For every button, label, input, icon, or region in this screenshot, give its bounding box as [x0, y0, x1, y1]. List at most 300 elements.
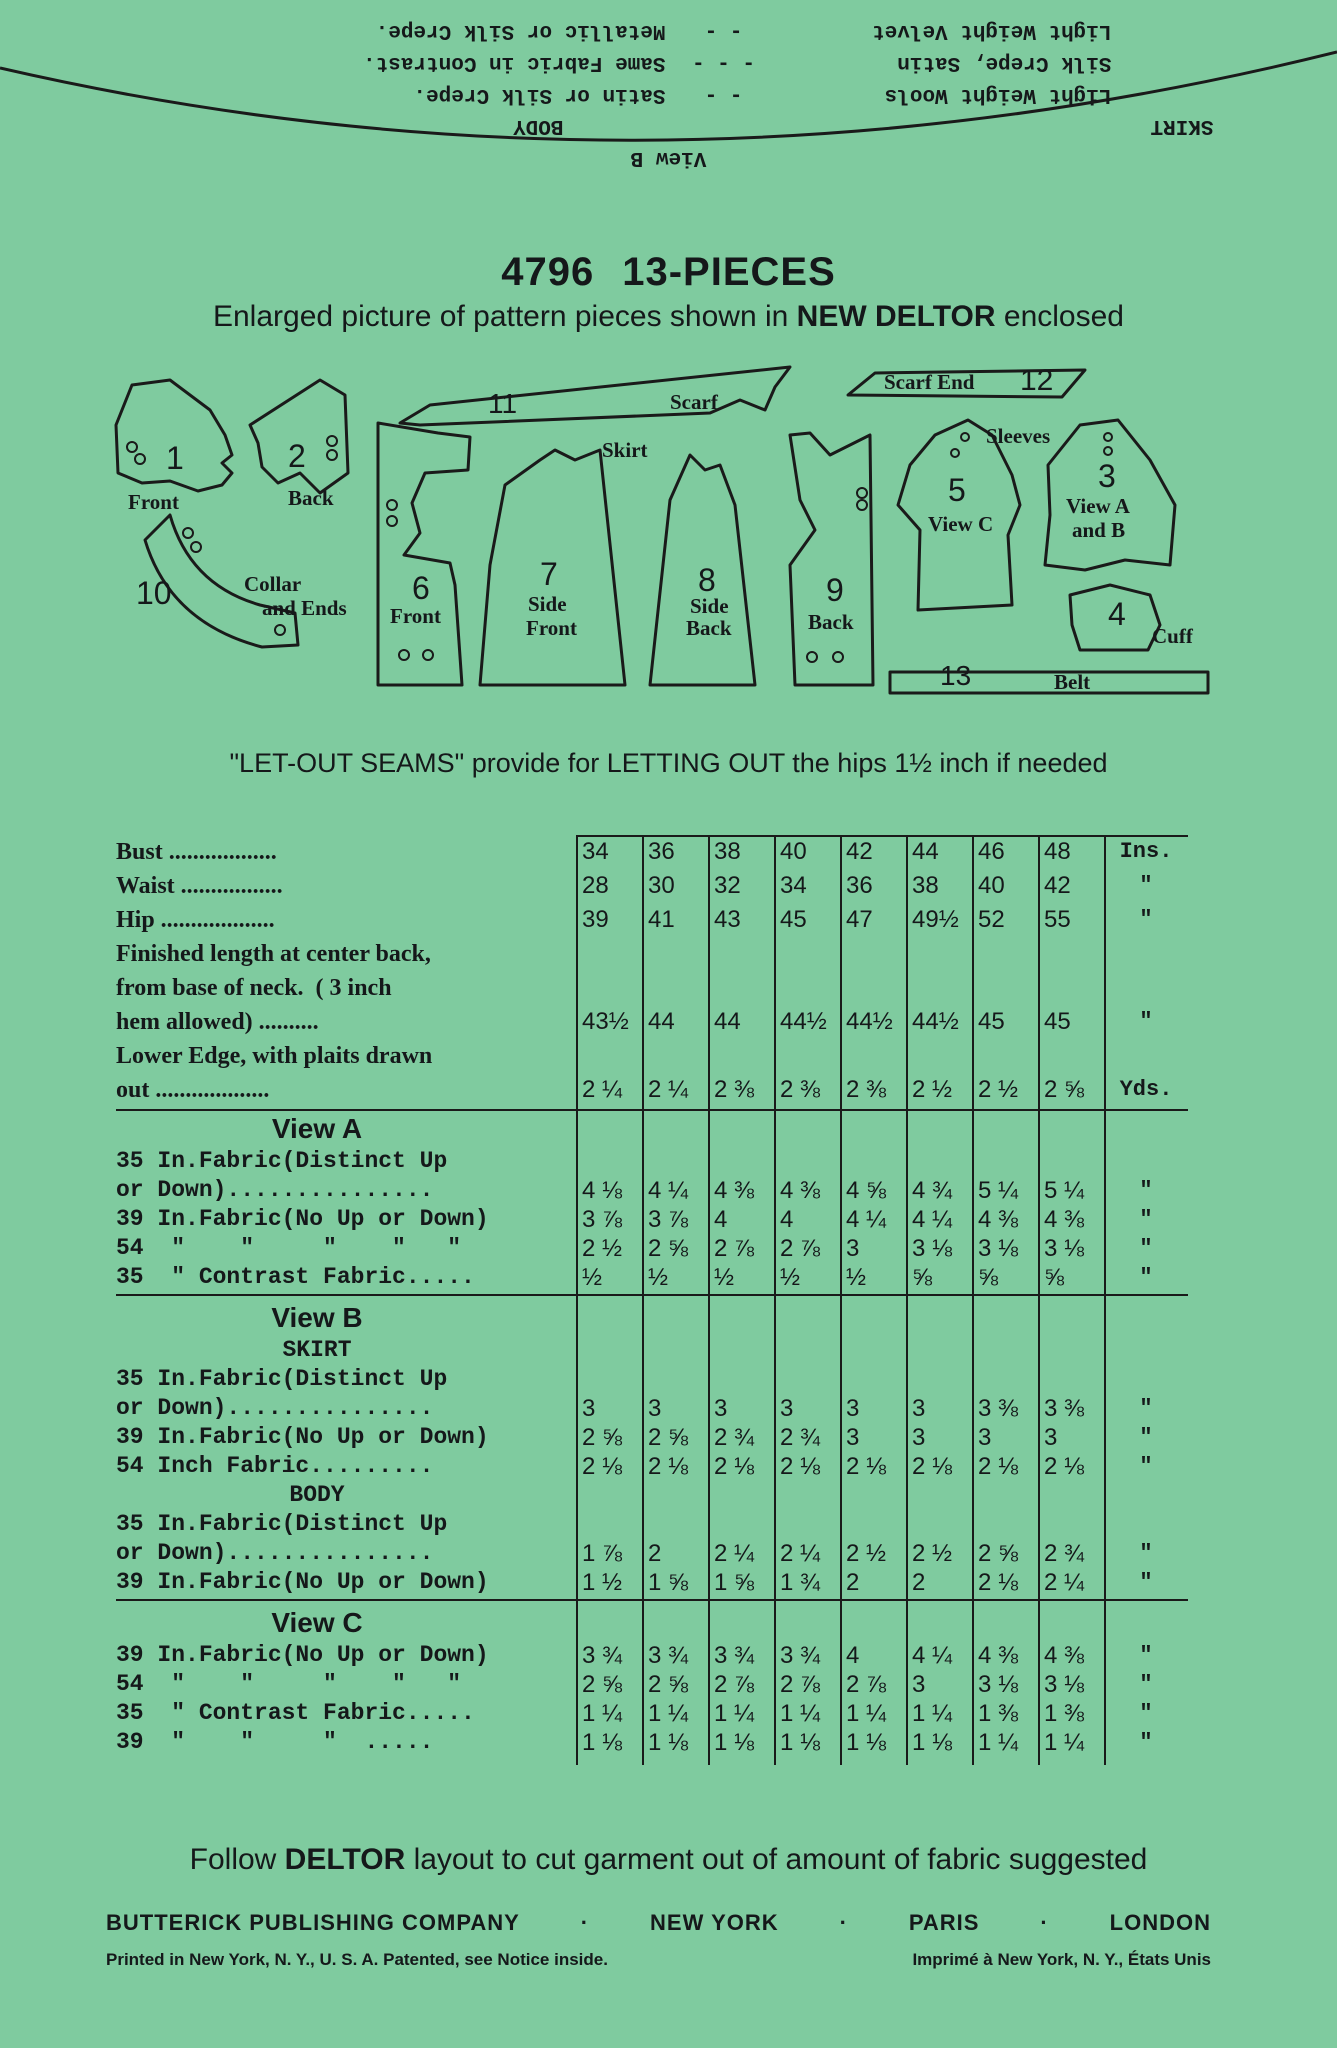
size-cell: 4 ¼: [912, 1642, 953, 1669]
size-cell: 2 ⅝: [582, 1424, 623, 1451]
size-cell: 3 ⅛: [1044, 1671, 1085, 1698]
unit-cell: ": [1139, 1701, 1153, 1726]
table-top-rule: [576, 835, 1188, 837]
size-cell: 2 ⅜: [846, 1076, 887, 1103]
size-cell: 4 ⅜: [1044, 1206, 1085, 1233]
piece-6-outline: [378, 423, 470, 685]
unit-cell: ": [1139, 1207, 1153, 1232]
size-cell: ⅝: [1044, 1264, 1065, 1291]
size-cell: 1 ¼: [714, 1700, 755, 1727]
size-cell: 2 ⅛: [912, 1453, 953, 1480]
size-cell: 3 ¾: [780, 1642, 821, 1669]
piece-7-label: Side: [528, 592, 567, 616]
column-rule: [576, 835, 578, 1765]
city-london: LONDON: [1109, 1910, 1211, 1935]
size-cell: 1 ⅝: [714, 1569, 755, 1596]
piece-1-number: 1: [166, 440, 184, 476]
table-row: [116, 971, 1216, 1005]
size-cell: 2 ⅛: [714, 1453, 755, 1480]
piece-9-outline: [790, 433, 873, 685]
unit-cell: ": [1139, 1643, 1153, 1668]
body-subheading: BODY: [289, 1482, 345, 1508]
size-cell: 3: [912, 1395, 926, 1422]
column-rule: [774, 835, 776, 1765]
size-cell: 2 ⅛: [978, 1453, 1019, 1480]
size-cell: 2 ¼: [1044, 1569, 1085, 1596]
table-row: [116, 1670, 1216, 1699]
row-label: from base of neck. ( 3 inch: [116, 975, 392, 1001]
size-cell: ⅝: [978, 1264, 999, 1291]
size-cell: 1 ¼: [582, 1700, 623, 1727]
piece-10-label: Collar: [244, 572, 302, 596]
unit-cell: ": [1139, 1541, 1153, 1566]
table-row: [116, 1365, 1216, 1394]
piece-9-label: Back: [808, 610, 854, 634]
deltor-note-bold: DELTOR: [284, 1843, 406, 1876]
piece-8-label-2: Back: [686, 616, 732, 640]
size-cell: 2 ⅞: [780, 1671, 821, 1698]
row-label: Finished length at center back,: [116, 941, 431, 967]
size-cell: 2 ½: [846, 1540, 887, 1567]
printed-notice: Printed in New York, N. Y., U. S. A. Patented, see Notice inside.: [106, 1950, 608, 1969]
row-label: 35 " Contrast Fabric.....: [116, 1700, 475, 1726]
flap-row: [0, 14, 1337, 46]
size-cell: 42: [846, 838, 873, 865]
flap-row-right: Satin or Silk Crepe.: [413, 83, 666, 106]
size-cell: 30: [648, 872, 675, 899]
row-label: or Down)...............: [116, 1395, 434, 1421]
size-cell: 3: [648, 1395, 662, 1422]
size-cell: 1 ⅜: [1044, 1700, 1085, 1727]
unit-cell: ": [1139, 1425, 1153, 1450]
flap-row-left: Silk Crepe, Satin: [897, 51, 1112, 74]
size-cell: 2 ½: [978, 1076, 1019, 1103]
size-cell: 2 ¼: [582, 1076, 623, 1103]
row-label: 35 " Contrast Fabric.....: [116, 1264, 475, 1290]
separator: ·: [839, 1910, 848, 1935]
size-cell: 3 ⅜: [1044, 1395, 1085, 1422]
size-cell: ½: [846, 1264, 867, 1291]
size-cell: 2 ⅛: [648, 1453, 689, 1480]
size-cell: 3: [780, 1395, 794, 1422]
publisher-line: [106, 1910, 1211, 1936]
size-cell: 3 ¾: [714, 1642, 755, 1669]
piece-13-outline: [890, 672, 1208, 693]
size-cell: 3: [582, 1395, 596, 1422]
size-cell: 2 ¾: [780, 1424, 821, 1451]
pieces-count: 13-PIECES: [622, 250, 836, 294]
sleeves-label: Sleeves: [986, 424, 1051, 448]
size-cell: 3 ⅛: [978, 1671, 1019, 1698]
subtitle-post: enclosed: [995, 300, 1124, 333]
piece-2-number: 2: [288, 438, 306, 474]
piece-3-number: 3: [1098, 458, 1116, 494]
size-cell: 2 ⅛: [780, 1453, 821, 1480]
piece-10-label-2: and Ends: [262, 596, 347, 620]
piece-13-number: 13: [940, 660, 972, 691]
view-c-heading: View C: [271, 1607, 363, 1638]
size-cell: 2 ⅝: [1044, 1076, 1085, 1103]
piece-6-number: 6: [412, 570, 430, 606]
size-cell: 2 ¼: [714, 1540, 755, 1567]
size-cell: 2 ⅝: [648, 1671, 689, 1698]
size-cell: 38: [714, 838, 741, 865]
unit-cell: ": [1139, 1454, 1153, 1479]
flap-row-dash: - - -: [692, 51, 756, 74]
row-label: Waist .................: [116, 873, 283, 899]
size-cell: 1 ¼: [1044, 1729, 1085, 1756]
size-cell: 4 ⅛: [582, 1177, 623, 1204]
piece-4-number: 4: [1108, 596, 1126, 632]
piece-12-number: 12: [1020, 364, 1054, 397]
size-cell: 2 ⅛: [1044, 1453, 1085, 1480]
size-cell: 2 ⅝: [582, 1671, 623, 1698]
size-cell: 48: [1044, 838, 1071, 865]
size-cell: 3 ⅜: [978, 1395, 1019, 1422]
size-cell: 1 ⅛: [912, 1729, 953, 1756]
size-cell: 43: [714, 906, 741, 933]
size-cell: 41: [648, 906, 675, 933]
size-cell: 1 ⅜: [978, 1700, 1019, 1727]
separator: ·: [580, 1910, 590, 1935]
size-cell: 1 ⅛: [846, 1729, 887, 1756]
table-row: [116, 1147, 1216, 1176]
unit-cell: ": [1139, 1570, 1153, 1595]
row-label: or Down)...............: [116, 1540, 434, 1566]
size-cell: 1 ⅛: [582, 1729, 623, 1756]
flap-row-left: Light Weight Wools: [884, 83, 1112, 106]
column-rule: [642, 835, 644, 1765]
table-row: [116, 869, 1216, 903]
row-label: Lower Edge, with plaits drawn: [116, 1043, 433, 1069]
table-row: [116, 1510, 1216, 1539]
size-cell: 46: [978, 838, 1005, 865]
subtitle-pre: Enlarged picture of pattern pieces shown in: [212, 300, 797, 333]
table-row: [116, 903, 1216, 937]
table-row: [116, 1641, 1216, 1670]
size-cell: 47: [846, 906, 873, 933]
piece-6-label: Front: [390, 604, 441, 628]
size-cell: 4 ¾: [912, 1177, 953, 1204]
company-name: BUTTERICK PUBLISHING COMPANY: [106, 1910, 520, 1935]
size-cell: 2 ¼: [780, 1540, 821, 1567]
size-cell: 1 ¼: [978, 1729, 1019, 1756]
flap-row-left: Light Weight Velvet: [872, 19, 1112, 42]
size-cell: 3: [846, 1395, 860, 1422]
piece-3-label-2: and B: [1072, 518, 1126, 542]
piece-7-label-2: Front: [526, 616, 577, 640]
piece-5-number: 5: [948, 472, 966, 508]
size-cell: 2 ¾: [714, 1424, 755, 1451]
flap-row-right: Same Fabric in Contrast.: [363, 51, 666, 74]
column-rule: [708, 835, 710, 1765]
size-cell: 1 ¼: [648, 1700, 689, 1727]
flap-row: [0, 78, 1337, 110]
piece-7-number: 7: [540, 556, 558, 592]
deltor-note-post: layout to cut garment out of amount of fabric suggested: [405, 1843, 1148, 1876]
size-cell: 45: [1044, 1008, 1071, 1035]
size-cell: 3 ¾: [648, 1642, 689, 1669]
size-cell: 2 ⅞: [714, 1671, 755, 1698]
flap-row-right: Metallic or Silk Crepe.: [375, 19, 666, 42]
piece-10-number: 10: [136, 575, 172, 611]
unit-cell: ": [1139, 907, 1153, 932]
size-cell: 3 ¾: [582, 1642, 623, 1669]
unit-cell: ": [1139, 1396, 1153, 1421]
table-row: [116, 1728, 1216, 1757]
column-rule: [1104, 835, 1106, 1765]
size-cell: 2 ¾: [1044, 1540, 1085, 1567]
skirt-label: Skirt: [602, 438, 648, 462]
size-cell: 52: [978, 906, 1005, 933]
size-cell: 2 ⅜: [714, 1076, 755, 1103]
flap-header-left: SKIRT: [1150, 114, 1214, 137]
row-label: 35 In.Fabric(Distinct Up: [116, 1148, 448, 1174]
row-label: 39 " " " .....: [116, 1729, 434, 1755]
row-label: 39 In.Fabric(No Up or Down): [116, 1206, 489, 1232]
size-cell: 4 ¼: [648, 1177, 689, 1204]
size-cell: 36: [846, 872, 873, 899]
table-row: [116, 1176, 1216, 1205]
size-cell: 1 ⅛: [780, 1729, 821, 1756]
size-cell: 45: [780, 906, 807, 933]
pattern-title: [0, 250, 1337, 295]
yardage-table: [116, 835, 1216, 1757]
row-label: 39 In.Fabric(No Up or Down): [116, 1424, 489, 1450]
size-cell: 1 ¾: [780, 1569, 821, 1596]
size-cell: 34: [780, 872, 807, 899]
size-cell: 3 ⅛: [1044, 1235, 1085, 1262]
size-cell: 42: [1044, 872, 1071, 899]
size-cell: 39: [582, 906, 609, 933]
table-row: [116, 1205, 1216, 1234]
size-cell: 2 ½: [912, 1540, 953, 1567]
column-rule: [1038, 835, 1040, 1765]
piece-8-number: 8: [698, 562, 716, 598]
size-cell: 2: [912, 1569, 926, 1596]
size-cell: 2 ⅞: [714, 1235, 755, 1262]
piece-3-label: View A: [1066, 494, 1130, 518]
size-cell: ½: [714, 1264, 735, 1291]
size-cell: 2 ⅜: [780, 1076, 821, 1103]
size-cell: 4 ⅝: [846, 1177, 887, 1204]
row-label: or Down)...............: [116, 1177, 434, 1203]
unit-cell: Ins.: [1119, 839, 1173, 864]
unit-cell: ": [1139, 1236, 1153, 1261]
separator: ·: [1040, 1910, 1049, 1935]
view-c-heading-row: [116, 1605, 1216, 1641]
size-cell: 44½: [912, 1008, 959, 1035]
piece-11-outline: [400, 367, 790, 425]
city-new-york: NEW YORK: [650, 1910, 779, 1935]
size-cell: 4 ⅜: [780, 1177, 821, 1204]
size-cell: 1 ¼: [912, 1700, 953, 1727]
unit-cell: Yds.: [1119, 1077, 1173, 1102]
flap-header-right: BODY: [513, 114, 564, 137]
size-cell: 4 ⅜: [978, 1642, 1019, 1669]
size-cell: 4 ⅜: [714, 1177, 755, 1204]
row-label: hem allowed) ..........: [116, 1009, 319, 1035]
piece-11-number: 11: [488, 388, 518, 419]
column-rule: [840, 835, 842, 1765]
piece-13-label: Belt: [1054, 670, 1091, 694]
size-cell: 34: [582, 838, 609, 865]
table-row: [116, 1452, 1216, 1481]
size-cell: 36: [648, 838, 675, 865]
size-cell: 3: [846, 1424, 860, 1451]
size-cell: 2 ⅛: [582, 1453, 623, 1480]
size-cell: ⅝: [912, 1264, 933, 1291]
size-cell: 4 ⅜: [978, 1206, 1019, 1233]
size-cell: 1 ⅛: [648, 1729, 689, 1756]
section-rule: [116, 1294, 1188, 1296]
unit-cell: ": [1139, 1009, 1153, 1034]
size-cell: 2 ⅞: [780, 1235, 821, 1262]
subtitle-bold: NEW DELTOR: [796, 300, 996, 333]
size-cell: 1 ⅛: [714, 1729, 755, 1756]
size-cell: 3 ⅛: [912, 1235, 953, 1262]
city-paris: PARIS: [908, 1910, 980, 1935]
size-cell: 44: [648, 1008, 675, 1035]
table-row: [116, 1699, 1216, 1728]
size-cell: 4: [846, 1642, 860, 1669]
size-cell: 32: [714, 872, 741, 899]
size-cell: 40: [978, 872, 1005, 899]
unit-cell: ": [1139, 1265, 1153, 1290]
size-cell: 49½: [912, 906, 959, 933]
size-cell: 55: [1044, 906, 1071, 933]
size-cell: 1 ½: [582, 1569, 623, 1596]
size-cell: ½: [582, 1264, 603, 1291]
table-row: [116, 1394, 1216, 1423]
column-rule: [906, 835, 908, 1765]
view-b-heading: View B: [271, 1302, 363, 1333]
size-cell: 2 ⅝: [978, 1540, 1019, 1567]
row-label: 54 " " " " ": [116, 1671, 462, 1697]
size-cell: 40: [780, 838, 807, 865]
size-cell: 44½: [846, 1008, 893, 1035]
flap-row-dash: - -: [704, 83, 743, 106]
size-cell: 2 ⅛: [978, 1569, 1019, 1596]
size-cell: 4 ¼: [846, 1206, 887, 1233]
subtitle: [0, 300, 1337, 334]
unit-cell: ": [1139, 1178, 1153, 1203]
size-cell: 2 ⅛: [846, 1453, 887, 1480]
size-cell: 2 ⅝: [648, 1235, 689, 1262]
row-label: 54 " " " " ": [116, 1235, 462, 1261]
table-row: [116, 1423, 1216, 1452]
piece-11-label: Scarf: [670, 390, 718, 414]
section-rule: [116, 1109, 1188, 1111]
let-out-seams-note: "LET-OUT SEAMS" provide for LETTING OUT the hips 1½ inch if needed: [229, 748, 1108, 778]
size-cell: 3: [1044, 1424, 1058, 1451]
table-row: [116, 1005, 1216, 1039]
flap-row: [0, 46, 1337, 78]
flap-row-dash: - -: [704, 19, 743, 42]
size-cell: 28: [582, 872, 609, 899]
table-row: [116, 1263, 1216, 1292]
piece-8-label: Side: [690, 594, 729, 618]
size-cell: 45: [978, 1008, 1005, 1035]
row-label: out ...................: [116, 1077, 270, 1103]
printed-french: Imprimé à New York, N. Y., États Unis: [912, 1950, 1211, 1969]
table-row: [116, 835, 1216, 869]
piece-9-number: 9: [826, 572, 844, 608]
column-rule: [972, 835, 974, 1765]
size-cell: 3: [714, 1395, 728, 1422]
row-label: 54 Inch Fabric.........: [116, 1453, 434, 1479]
table-row: [116, 937, 1216, 971]
size-cell: 44: [912, 838, 939, 865]
row-label: 39 In.Fabric(No Up or Down): [116, 1569, 489, 1595]
size-cell: 38: [912, 872, 939, 899]
printed-line: [106, 1950, 1211, 1970]
size-cell: 5 ¼: [978, 1177, 1019, 1204]
size-cell: 3 ⅞: [648, 1206, 689, 1233]
size-cell: 2 ½: [912, 1076, 953, 1103]
table-row: [116, 1073, 1216, 1107]
size-cell: ½: [780, 1264, 801, 1291]
size-cell: 2 ¼: [648, 1076, 689, 1103]
size-cell: 1 ⅞: [582, 1540, 623, 1567]
deltor-note: [0, 1843, 1337, 1877]
size-cell: 3: [846, 1235, 860, 1262]
piece-5-label: View C: [928, 512, 994, 536]
unit-cell: ": [1139, 873, 1153, 898]
size-cell: 44½: [780, 1008, 827, 1035]
body-subheading-row: [116, 1481, 1216, 1510]
size-cell: 3 ⅛: [978, 1235, 1019, 1262]
piece-12-label: Scarf End: [884, 370, 975, 394]
size-cell: 43½: [582, 1008, 629, 1035]
size-cell: 1 ¼: [780, 1700, 821, 1727]
size-cell: 5 ¼: [1044, 1177, 1085, 1204]
view-b-heading-row: [116, 1300, 1216, 1336]
size-cell: 1 ⅝: [648, 1569, 689, 1596]
row-label: 35 In.Fabric(Distinct Up: [116, 1366, 448, 1392]
piece-1-label: Front: [128, 490, 179, 514]
view-a-heading-row: [116, 1111, 1216, 1147]
table-row: [116, 1539, 1216, 1568]
pattern-number: 4796: [501, 250, 595, 294]
skirt-subheading-row: [116, 1336, 1216, 1365]
section-rule: [116, 1599, 1188, 1601]
deltor-note-pre: Follow: [189, 1843, 285, 1876]
size-cell: 44: [714, 1008, 741, 1035]
row-label: 39 In.Fabric(No Up or Down): [116, 1642, 489, 1668]
table-row: [116, 1234, 1216, 1263]
size-cell: 2 ⅞: [846, 1671, 887, 1698]
unit-cell: ": [1139, 1672, 1153, 1697]
pattern-pieces-diagram: [0, 355, 1337, 715]
size-cell: 4 ¼: [912, 1206, 953, 1233]
flap-text-upside-down: [0, 14, 1337, 172]
size-cell: 3: [912, 1671, 926, 1698]
size-cell: 1 ¼: [846, 1700, 887, 1727]
size-cell: ½: [648, 1264, 669, 1291]
skirt-subheading: SKIRT: [282, 1337, 352, 1363]
unit-cell: ": [1139, 1730, 1153, 1755]
view-a-heading: View A: [271, 1113, 363, 1144]
table-row: [116, 1039, 1216, 1073]
size-cell: 3: [912, 1424, 926, 1451]
size-cell: 4: [780, 1206, 794, 1233]
size-cell: 3 ⅞: [582, 1206, 623, 1233]
size-cell: 2: [648, 1540, 662, 1567]
size-cell: 2 ⅝: [648, 1424, 689, 1451]
table-row: [116, 1568, 1216, 1597]
row-label: Hip ...................: [116, 907, 275, 933]
